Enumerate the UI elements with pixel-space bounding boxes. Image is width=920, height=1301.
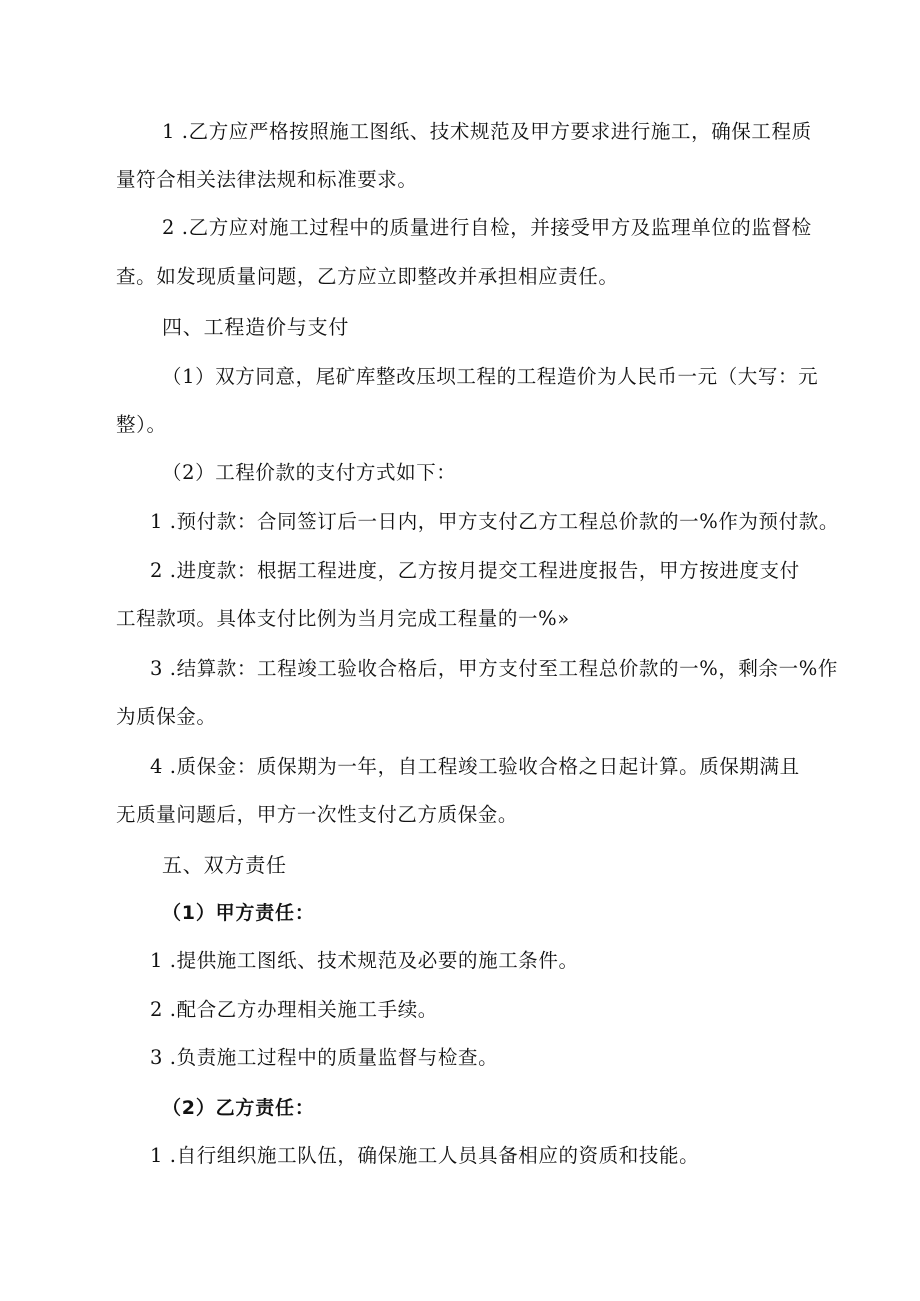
- payment-item-settlement-line-2: 为质保金。: [116, 705, 217, 728]
- quality-item-2-line-1: 2 .乙方应对施工过程中的质量进行自检，并接受甲方及监理单位的监督检: [162, 216, 812, 239]
- quality-item-1-line-1: 1 .乙方应严格按照施工图纸、技术规范及甲方要求进行施工，确保工程质: [162, 120, 812, 143]
- payment-item-settlement-line-1: 3 .结算款：工程竣工验收合格后，甲方支付至工程总价款的一%，剩余一%作: [150, 657, 838, 680]
- party-b-responsibility-heading: （2）乙方责任：: [162, 1097, 315, 1119]
- section-heading-cost-payment: 四、工程造价与支付: [162, 315, 350, 339]
- party-a-item-1: 1 .提供施工图纸、技术规范及必要的施工条件。: [150, 949, 579, 972]
- payment-item-advance: 1 .预付款：合同签订后一日内，甲方支付乙方工程总价款的一%作为预付款。: [150, 510, 839, 533]
- payment-item-progress-line-2: 工程款项。具体支付比例为当月完成工程量的一%»: [116, 607, 570, 630]
- party-a-item-3: 3 .负责施工过程中的质量监督与检查。: [150, 1046, 499, 1069]
- party-a-responsibility-heading: （1）甲方责任：: [162, 902, 315, 924]
- payment-item-progress-line-1: 2 .进度款：根据工程进度，乙方按月提交工程进度报告，甲方按进度支付: [150, 559, 800, 582]
- cost-paragraph-line-1: （1）双方同意，尾矿库整改压坝工程的工程造价为人民币一元（大写：元: [162, 365, 819, 388]
- payment-item-warranty-line-1: 4 .质保金：质保期为一年，自工程竣工验收合格之日起计算。质保期满且: [150, 755, 800, 778]
- cost-paragraph-line-2: 整）。: [116, 413, 167, 436]
- payment-method-paragraph: （2）工程价款的支付方式如下：: [162, 461, 457, 484]
- payment-item-warranty-line-2: 无质量问题后，甲方一次性支付乙方质保金。: [116, 803, 519, 826]
- section-heading-responsibilities: 五、双方责任: [162, 853, 287, 877]
- quality-item-2-line-2: 查。如发现质量问题，乙方应立即整改并承担相应责任。: [116, 265, 619, 288]
- party-a-item-2: 2 .配合乙方办理相关施工手续。: [150, 998, 438, 1021]
- quality-item-1-line-2: 量符合相关法律法规和标准要求。: [116, 168, 418, 191]
- party-b-item-1: 1 .自行组织施工队伍，确保施工人员具备相应的资质和技能。: [150, 1144, 700, 1167]
